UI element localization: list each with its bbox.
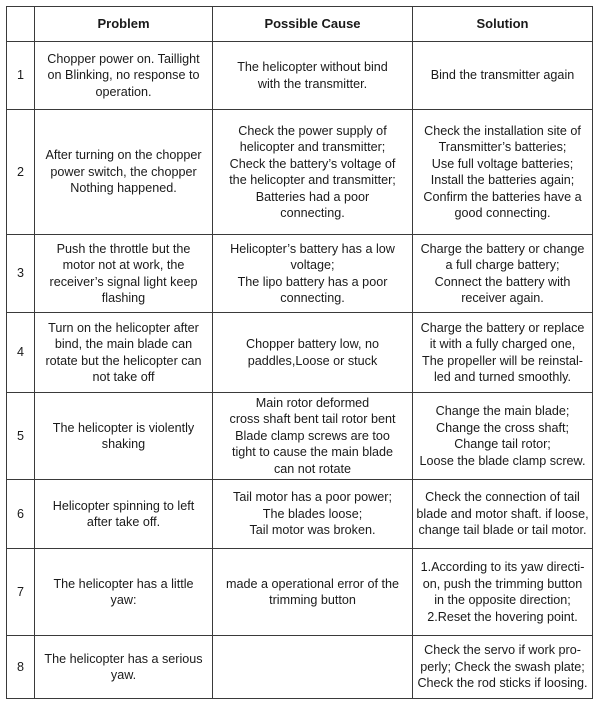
row-number: 6 <box>7 480 35 549</box>
solution-cell: Check the installation site of Transmitter’s batteries; Use full voltage batteries; Install the batteries again; Confirm the batteries have a good connecting. <box>413 110 593 235</box>
problem-cell: Helicopter spinning to left after take off. <box>35 480 213 549</box>
table-row <box>7 313 593 393</box>
solution-cell: Check the servo if work pro- perly; Check the swash plate; Check the rod sticks if loosing. <box>413 636 593 699</box>
header-problem: Problem <box>35 7 213 42</box>
troubleshooting-table <box>6 6 593 699</box>
table-row <box>7 42 593 110</box>
header-possible-cause: Possible Cause <box>213 7 413 42</box>
row-number: 7 <box>7 549 35 636</box>
problem-cell: The helicopter has a serious yaw. <box>35 636 213 699</box>
row-number: 5 <box>7 393 35 480</box>
cause-cell: Chopper battery low, no paddles,Loose or stuck <box>213 313 413 393</box>
table-row <box>7 393 593 480</box>
table-row <box>7 480 593 549</box>
table-row <box>7 110 593 235</box>
problem-cell: The helicopter is violently shaking <box>35 393 213 480</box>
table-row <box>7 235 593 313</box>
header-number <box>7 7 35 42</box>
solution-cell: Check the connection of tail blade and motor shaft. if loose, change tail blade or tail motor. <box>413 480 593 549</box>
problem-cell: After turning on the chopper power switch, the chopper Nothing happened. <box>35 110 213 235</box>
cause-cell: Check the power supply of helicopter and transmitter; Check the battery’s voltage of the helicopter and transmitter; Batteries had a poor connecting. <box>213 110 413 235</box>
row-number: 3 <box>7 235 35 313</box>
cause-cell: Helicopter’s battery has a low voltage; The lipo battery has a poor connecting. <box>213 235 413 313</box>
problem-cell: The helicopter has a little yaw: <box>35 549 213 636</box>
cause-cell: Tail motor has a poor power; The blades loose; Tail motor was broken. <box>213 480 413 549</box>
cause-cell: Main rotor deformed cross shaft bent tail rotor bent Blade clamp screws are too tight to cause the main blade can not rotate <box>213 393 413 480</box>
problem-cell: Push the throttle but the motor not at work, the receiver’s signal light keep flashing <box>35 235 213 313</box>
problem-cell: Turn on the helicopter after bind, the main blade can rotate but the helicopter can not take off <box>35 313 213 393</box>
cause-cell: The helicopter without bind with the transmitter. <box>213 42 413 110</box>
table-header-row <box>7 7 593 42</box>
solution-cell: Change the main blade; Change the cross shaft; Change tail rotor; Loose the blade clamp screw. <box>413 393 593 480</box>
row-number: 2 <box>7 110 35 235</box>
cause-cell: made a operational error of the trimming button <box>213 549 413 636</box>
solution-cell: Charge the battery or replace it with a fully charged one, The propeller will be reinstal- led and turned smoothly. <box>413 313 593 393</box>
table-row <box>7 636 593 699</box>
cause-cell <box>213 636 413 699</box>
solution-cell: Charge the battery or change a full charge battery; Connect the battery with receiver again. <box>413 235 593 313</box>
row-number: 1 <box>7 42 35 110</box>
table-row <box>7 549 593 636</box>
problem-cell: Chopper power on. Taillight on Blinking, no response to operation. <box>35 42 213 110</box>
solution-cell: Bind the transmitter again <box>413 42 593 110</box>
row-number: 8 <box>7 636 35 699</box>
troubleshooting-table-container <box>6 6 593 699</box>
row-number: 4 <box>7 313 35 393</box>
header-solution: Solution <box>413 7 593 42</box>
solution-cell: 1.According to its yaw directi- on, push the trimming button in the opposite direction; 2.Reset the hovering point. <box>413 549 593 636</box>
